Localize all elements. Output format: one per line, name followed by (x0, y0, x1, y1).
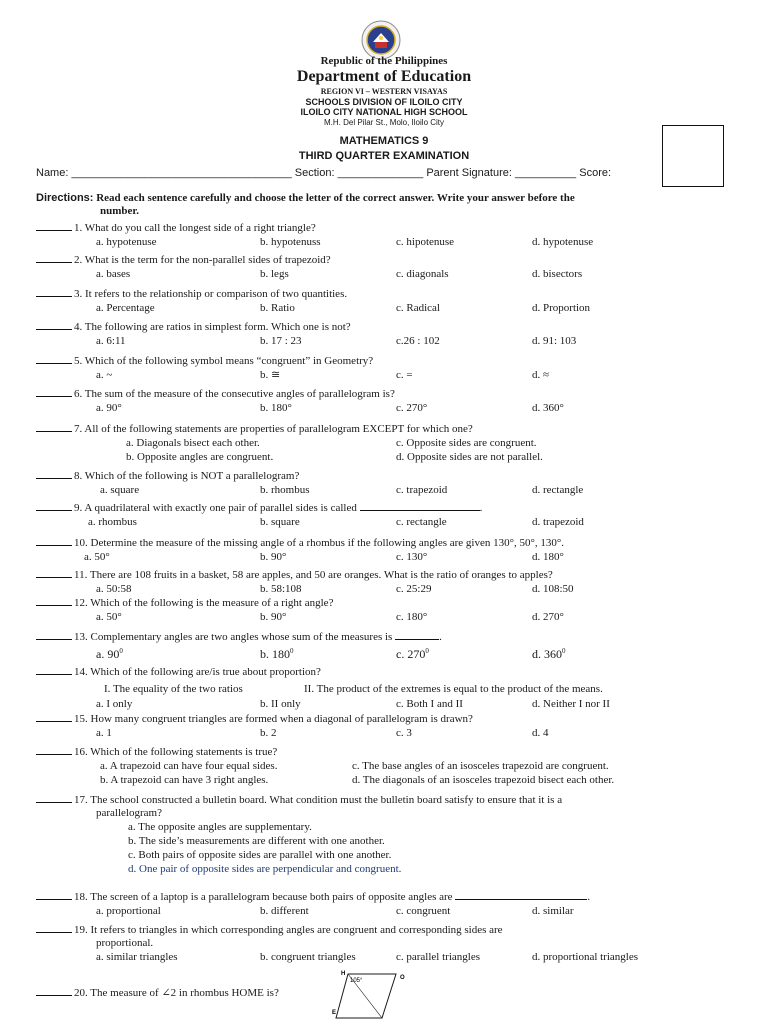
question-15 (36, 711, 736, 740)
option-d: d. proportional triangles (532, 951, 639, 963)
question-stem: 13. Complementary angles are two angles whose sum of the measures is (74, 631, 393, 643)
option-b: b. ≅ (260, 369, 281, 381)
fill-in-blank[interactable] (360, 500, 480, 511)
question-stem: 5. Which of the following symbol means “congruent” in Geometry? (74, 355, 374, 367)
question-3 (36, 286, 736, 315)
question-stem: 20. The measure of ∠2 in rhombus HOME is? (74, 987, 279, 999)
directions-label: Directions: (36, 192, 94, 204)
fill-in-blank[interactable] (395, 629, 439, 640)
question-6 (36, 386, 736, 415)
option-d: d. Neither I nor II (532, 698, 610, 710)
question-stem: 11. There are 108 fruits in a basket, 58 are apples, and 50 are oranges. What is the ratio of oranges to apples? (74, 569, 553, 581)
option-d: d. ≈ (532, 369, 550, 381)
answer-blank[interactable] (36, 985, 72, 996)
option-d: d. Proportion (532, 302, 591, 314)
rhombus-shape (336, 974, 396, 1018)
option-d: d. 360° (532, 402, 564, 414)
option-d: d. trapezoid (532, 516, 584, 528)
student-info-row (36, 167, 611, 179)
question-stem: 10. Determine the measure of the missing angle of a rhombus if the following angles are given 130°, 50°, 130°. (74, 537, 565, 549)
option-a: a. Percentage (96, 302, 155, 314)
answer-blank[interactable] (36, 319, 72, 330)
question-stem-end: . (587, 891, 591, 903)
option-a: a. 50° (96, 611, 122, 623)
rhombus-home-figure (332, 966, 416, 1020)
answer-blank[interactable] (36, 286, 72, 297)
option-c: c. 25:29 (396, 583, 432, 595)
option-d: d. One pair of opposite sides are perpendicular and congruent. (128, 863, 402, 875)
option-a: a. 1 (96, 727, 112, 739)
answer-blank[interactable] (36, 922, 72, 933)
option-a: a. proportional (96, 905, 161, 917)
option-a: a. similar triangles (96, 951, 178, 963)
header-republic: Republic of the Philippines (320, 55, 448, 67)
option-d: d. The diagonals of an isosceles trapezoid bisect each other. (352, 774, 615, 786)
angle-label: 105° (350, 978, 363, 984)
vertex-e-label: E (332, 1010, 337, 1016)
option-c: c. Both I and II (396, 698, 463, 710)
statement-1: I. The equality of the two ratios (104, 683, 243, 695)
option-b: b. The side’s measurements are different with one another. (128, 835, 385, 847)
option-b: b. A trapezoid can have 3 right angles. (100, 774, 269, 786)
option-b: b. II only (260, 698, 301, 710)
question-stem: 19. It refers to triangles in which corresponding angles are congruent and corresponding sides are (74, 924, 503, 936)
section-field[interactable]: ______________ (337, 167, 424, 179)
answer-blank[interactable] (36, 535, 72, 546)
option-b: b. hypotenuss (260, 236, 321, 248)
option-a: a. 50:58 (96, 583, 132, 595)
option-c: c. $270^0$ (396, 647, 429, 661)
question-stem: 14. Which of the following are/is true about proportion? (74, 666, 321, 678)
option-d: d. Opposite sides are not parallel. (396, 451, 543, 463)
question-9 (36, 500, 736, 529)
question-14 (36, 664, 736, 711)
option-a: a. hypotenuse (96, 236, 157, 248)
option-d: d. rectangle (532, 484, 584, 496)
answer-blank[interactable] (36, 386, 72, 397)
question-stem-cont: parallelogram? (96, 807, 162, 819)
question-stem: 9. A quadrilateral with exactly one pair of parallel sides is called (74, 502, 357, 514)
header-division: SCHOOLS DIVISION OF ILOILO CITY (305, 97, 463, 107)
question-stem: 6. The sum of the measure of the consecutive angles of parallelogram is? (74, 388, 395, 400)
question-5 (36, 353, 736, 382)
header-department: Department of Education (296, 68, 472, 85)
question-1 (36, 220, 736, 249)
answer-blank[interactable] (36, 792, 72, 803)
question-stem: 3. It refers to the relationship or comparison of two quantities. (74, 288, 348, 300)
deped-seal-icon (361, 20, 401, 60)
score-box[interactable] (662, 125, 724, 187)
answer-blank[interactable] (36, 353, 72, 364)
question-4 (36, 319, 736, 348)
question-stem-end: . (479, 502, 483, 514)
question-stem: 16. Which of the following statements is true? (74, 746, 278, 758)
question-13 (36, 629, 736, 660)
answer-blank[interactable] (36, 664, 72, 675)
option-d: d. similar (532, 905, 574, 917)
answer-blank[interactable] (36, 220, 72, 231)
answer-blank[interactable] (36, 252, 72, 263)
option-c: c. Radical (396, 302, 440, 314)
answer-blank[interactable] (36, 500, 72, 511)
option-b: b. 180° (260, 402, 292, 414)
question-stem: 18. The screen of a laptop is a parallelogram because both pairs of opposite angles are (74, 891, 453, 903)
option-c: c. trapezoid (396, 484, 448, 496)
answer-blank[interactable] (36, 629, 72, 640)
question-17 (36, 792, 736, 876)
vertex-h-label: H (341, 971, 346, 977)
option-b: b. legs (260, 268, 289, 280)
option-a: a. 50° (84, 551, 110, 563)
question-12 (36, 595, 736, 624)
score-label: Score: (579, 167, 612, 179)
question-7 (36, 421, 736, 464)
option-a: a. $90^0$ (96, 647, 123, 661)
option-b: b. 17 : 23 (260, 335, 302, 347)
question-10 (36, 535, 736, 564)
option-c: c. parallel triangles (396, 951, 480, 963)
option-d: d. 91: 103 (532, 335, 577, 347)
option-c: c. The base angles of an isosceles trapezoid are congruent. (352, 760, 609, 772)
question-stem: 7. All of the following statements are properties of parallelogram EXCEPT for which one? (74, 423, 473, 435)
option-b: b. Opposite angles are congruent. (126, 451, 274, 463)
directions-text: Read each sentence carefully and choose the letter of the correct answer. Write your answer before the (96, 192, 575, 204)
question-stem-end: . (439, 631, 442, 643)
option-b: b. 90° (260, 551, 287, 563)
fill-in-blank[interactable] (455, 889, 587, 900)
statement-2: II. The product of the extremes is equal to the product of the means. (304, 683, 603, 695)
option-d: d. $360^0$ (532, 647, 566, 661)
option-c: c. = (396, 369, 413, 381)
directions-text-cont: number. (100, 205, 140, 217)
answer-blank[interactable] (36, 711, 72, 722)
header-school: ILOILO CITY NATIONAL HIGH SCHOOL (300, 107, 468, 117)
question-19 (36, 922, 736, 964)
option-b: b. different (260, 905, 309, 917)
section-label: Section: (294, 167, 335, 179)
answer-blank[interactable] (36, 889, 72, 900)
name-label: Name: (36, 167, 69, 179)
option-d: d. 270° (532, 611, 564, 623)
question-11 (36, 567, 736, 596)
option-a: a. square (100, 484, 140, 496)
question-18 (36, 889, 736, 918)
option-b: b. 90° (260, 611, 287, 623)
option-a: a. 90° (96, 402, 122, 414)
question-8 (36, 468, 736, 497)
option-d: d. hypotenuse (532, 236, 594, 248)
option-c: c. rectangle (396, 516, 447, 528)
vertex-o-label: O (400, 975, 405, 981)
option-c: c. 270° (396, 402, 428, 414)
question-stem: 4. The following are ratios in simplest form. Which one is not? (74, 321, 351, 333)
option-c: c. diagonals (396, 268, 449, 280)
option-b: b. Ratio (260, 302, 295, 314)
answer-blank[interactable] (36, 468, 72, 479)
option-b: b. 2 (260, 727, 277, 739)
question-stem: 12. Which of the following is the measure of a right angle? (74, 597, 334, 609)
question-16 (36, 744, 736, 787)
option-c: c. Opposite sides are congruent. (396, 437, 537, 449)
option-b: b. square (260, 516, 300, 528)
option-a: a. Diagonals bisect each other. (126, 437, 260, 449)
option-c: c.26 : 102 (396, 335, 440, 347)
question-stem: 1. What do you call the longest side of a right triangle? (74, 222, 316, 234)
option-d: d. 108:50 (532, 583, 574, 595)
option-b: b. $180^0$ (260, 647, 294, 661)
answer-blank[interactable] (36, 595, 72, 606)
option-c: c. hipotenuse (396, 236, 455, 248)
option-b: b. rhombus (260, 484, 310, 496)
option-d: d. 180° (532, 551, 564, 563)
question-stem: 15. How many congruent triangles are formed when a diagonal of parallelogram is drawn? (74, 713, 473, 725)
name-field[interactable]: ____________________________________ (71, 167, 292, 179)
question-stem: 17. The school constructed a bulletin board. What condition must the bulletin board satisfy to ensure that it is a (74, 794, 563, 806)
header-address: M.H. Del Pilar St., Molo, Iloilo City (323, 118, 445, 127)
option-b: b. congruent triangles (260, 951, 356, 963)
answer-blank[interactable] (36, 567, 72, 578)
header-exam-title: THIRD QUARTER EXAMINATION (298, 150, 470, 162)
option-c: c. 180° (396, 611, 428, 623)
option-d: d. bisectors (532, 268, 583, 280)
option-a: a. 6:11 (96, 335, 126, 347)
option-a: a. ~ (96, 369, 113, 381)
option-a: a. A trapezoid can have four equal sides. (100, 760, 278, 772)
question-stem: 8. Which of the following is NOT a parallelogram? (74, 470, 300, 482)
option-c: c. 3 (396, 727, 412, 739)
question-stem: 2. What is the term for the non-parallel sides of trapezoid? (74, 254, 331, 266)
option-a: a. bases (96, 268, 131, 280)
option-c: c. 130° (396, 551, 428, 563)
option-d: d. 4 (532, 727, 549, 739)
option-a: a. I only (96, 698, 133, 710)
parent-signature-label: Parent Signature: (426, 167, 512, 179)
header-subject: MATHEMATICS 9 (339, 135, 429, 147)
option-b: b. 58:108 (260, 583, 302, 595)
option-a: a. The opposite angles are supplementary. (128, 821, 312, 833)
answer-blank[interactable] (36, 744, 72, 755)
question-stem-cont: proportional. (96, 937, 154, 949)
option-c: c. congruent (396, 905, 451, 917)
directions (36, 192, 716, 218)
question-2 (36, 252, 736, 281)
header-region: REGION VI – WESTERN VISAYAS (320, 87, 448, 96)
parent-signature-field[interactable]: __________ (515, 167, 577, 179)
answer-blank[interactable] (36, 421, 72, 432)
option-a: a. rhombus (88, 516, 137, 528)
option-c: c. Both pairs of opposite sides are parallel with one another. (128, 849, 392, 861)
